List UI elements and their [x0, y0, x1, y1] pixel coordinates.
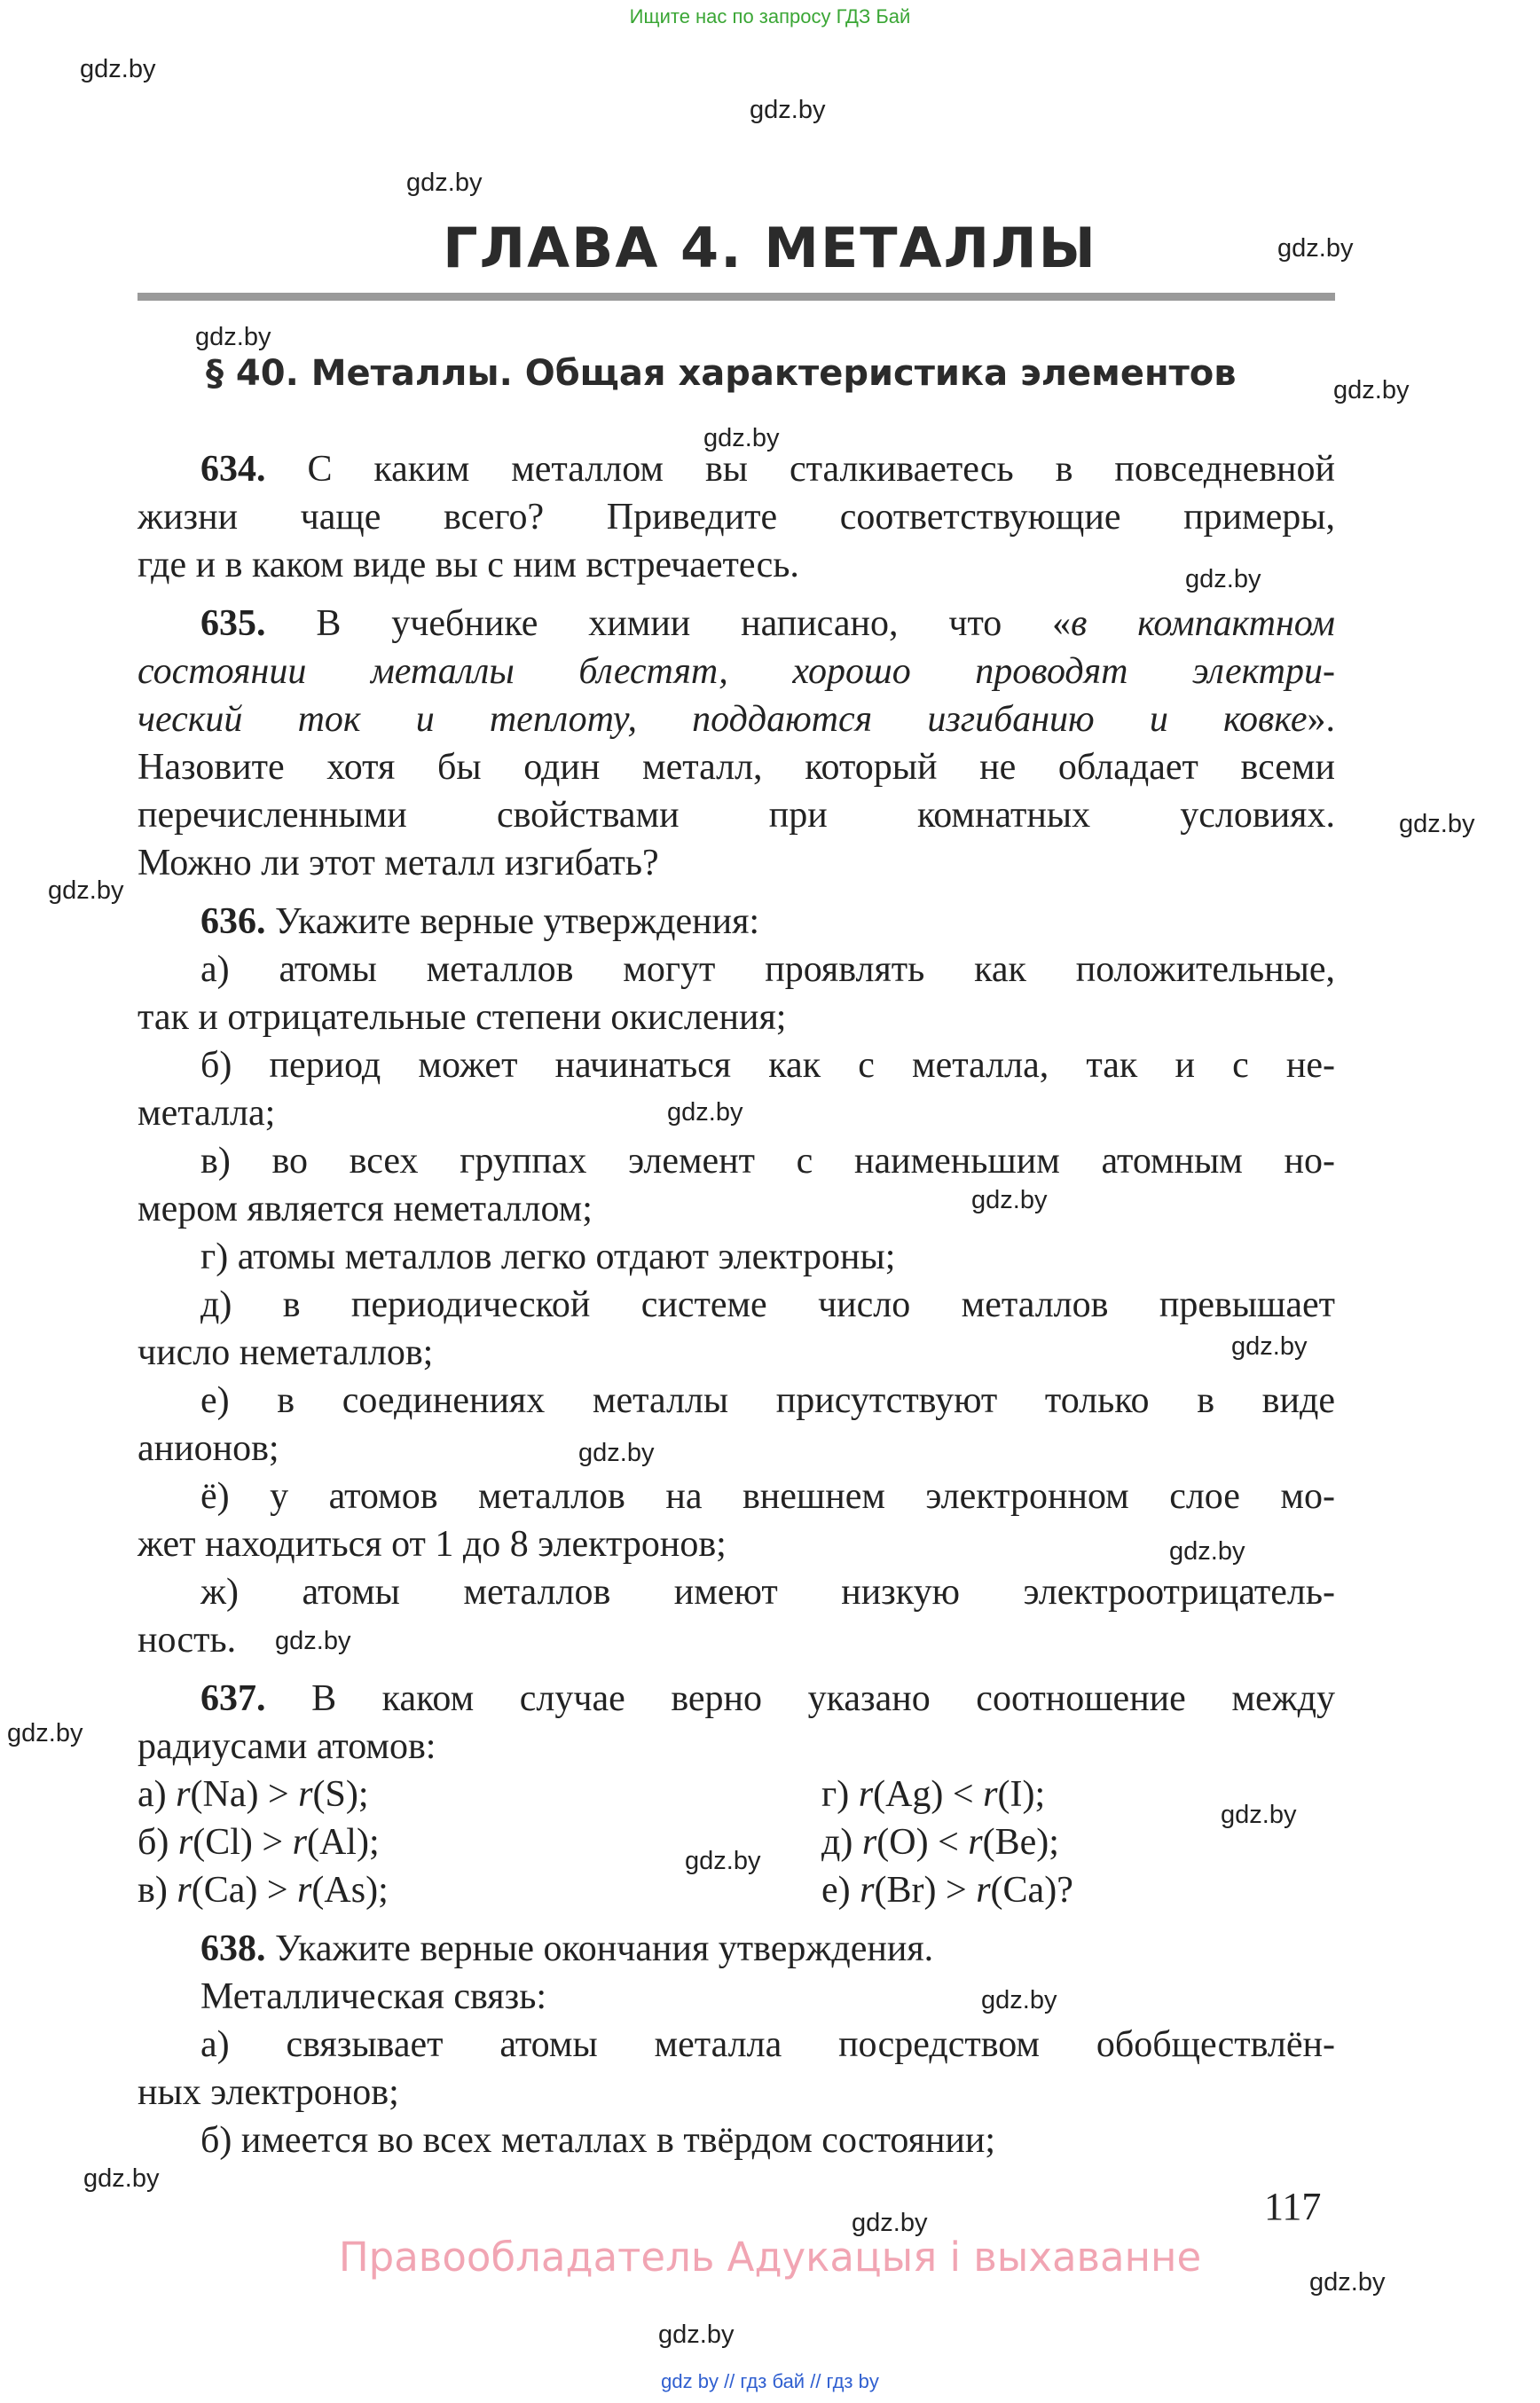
option-part: Na [202, 1774, 247, 1815]
watermark: gdz.by [667, 1098, 743, 1127]
option-part: Ca [1002, 1870, 1045, 1911]
option-part: r [849, 1774, 874, 1815]
option-part: ? [1057, 1870, 1073, 1911]
text-line [200, 2116, 1335, 2164]
option-part: > [946, 1870, 967, 1911]
watermark: gdz.by [852, 2209, 928, 2237]
line-text: г) атомы металлов легко отдают электроны; [200, 1237, 896, 1277]
option-part: r [169, 1822, 193, 1863]
watermark: gdz.by [703, 424, 780, 452]
line-text: радиусами атомов: [138, 1726, 436, 1767]
text-line [138, 1425, 1335, 1472]
option-part: r [167, 1870, 192, 1911]
option-part: ) [356, 1822, 369, 1863]
option-right-2 [821, 1866, 1073, 1914]
option-part: Cl [205, 1822, 240, 1863]
option-part: ; [378, 1870, 389, 1911]
option-part: д) [821, 1822, 853, 1863]
text-line [200, 1377, 1335, 1425]
chapter-title: ГЛАВА 4. МЕТАЛЛЫ [443, 216, 1097, 280]
text-line [200, 1973, 1335, 2021]
option-part: r [288, 1774, 313, 1815]
watermark: gdz.by [578, 1439, 655, 1467]
text-line [138, 1723, 1335, 1771]
line-text: Укажите верные окончания утверждения. [265, 1928, 934, 1969]
text-line [200, 445, 1335, 493]
watermark: gdz.by [406, 169, 483, 197]
text-line [200, 1281, 1335, 1329]
line-text: ё) у атомов металлов на внешнем электронном слое мо- [200, 1476, 1335, 1517]
text-line [200, 600, 1335, 648]
option-part: r [166, 1774, 191, 1815]
text-line [200, 1675, 1335, 1723]
exercise-number: 635. [200, 603, 266, 644]
text-line [138, 791, 1335, 839]
option-part: ) [1022, 1774, 1035, 1815]
line-text: ж) атомы металлов имеют низкую электроотрицатель- [200, 1572, 1335, 1613]
watermark: gdz.by [1169, 1537, 1245, 1566]
option-part: r [852, 1822, 877, 1863]
text-line [200, 898, 1335, 946]
option-part: ) [365, 1870, 379, 1911]
line-text: Металлическая связь: [200, 1976, 547, 2017]
line-text: В каком случае верно указано соотношение между [265, 1678, 1335, 1719]
quoted-text: состоянии металлы блестят, хорошо проводят электри- [138, 651, 1335, 692]
option-part: ( [990, 1870, 1003, 1911]
line-text: б) период может начинаться как с металла, так и с не- [200, 1045, 1335, 1086]
option-part: б) [138, 1822, 169, 1863]
watermark: gdz.by [685, 1847, 761, 1875]
line-text: ». [1307, 699, 1335, 740]
option-part: ( [190, 1774, 203, 1815]
watermark: gdz.by [195, 323, 271, 351]
option-part: r [850, 1870, 875, 1911]
exercise-number: 636. [200, 901, 266, 942]
option-part: ( [876, 1822, 890, 1863]
option-part: > [262, 1822, 284, 1863]
text-line [200, 2021, 1335, 2069]
text-line [138, 648, 1335, 695]
text-line [200, 1925, 1335, 1973]
line-text: В учебнике химии написано, что « [265, 603, 1072, 644]
option-part: г) [821, 1774, 850, 1815]
option-part: S [325, 1774, 346, 1815]
text-line [138, 743, 1335, 791]
option-part: Be [994, 1822, 1037, 1863]
option-part: ) [246, 1774, 268, 1815]
option-part: > [266, 1870, 288, 1911]
option-part: ( [311, 1870, 325, 1911]
line-text: в) во всех группах элемент с наименьшим атомным но- [200, 1141, 1335, 1182]
watermark: gdz.by [1185, 565, 1261, 593]
line-text: мером является неметаллом; [138, 1189, 593, 1229]
section-title: § 40. Металлы. Общая характеристика элементов [206, 353, 1237, 394]
option-right-0 [821, 1771, 1045, 1818]
option-part: ; [368, 1822, 380, 1863]
option-part: ) [915, 1822, 939, 1863]
line-text: С каким металлом вы сталкиваетесь в повседневной [265, 449, 1335, 490]
line-text: д) в периодической системе число металлов превышает [200, 1284, 1335, 1325]
option-part: ) [1036, 1822, 1049, 1863]
option-part: r [966, 1870, 991, 1911]
option-part: As [324, 1870, 366, 1911]
line-text: жет находиться от 1 до 8 электронов; [138, 1524, 727, 1565]
text-line [200, 1472, 1335, 1520]
text-line [138, 541, 1335, 589]
option-part: ( [982, 1822, 995, 1863]
option-part: > [267, 1774, 289, 1815]
option-part: Br [886, 1870, 924, 1911]
line-text: перечисленными свойствами при комнатных условиях. [138, 795, 1335, 836]
text-line [138, 1520, 1335, 1568]
line-text: б) имеется во всех металлах в твёрдом состоянии; [200, 2120, 996, 2161]
option-part: ( [306, 1822, 319, 1863]
option-part: ( [997, 1774, 1010, 1815]
watermark: gdz.by [1333, 376, 1410, 404]
text-line [200, 1041, 1335, 1089]
option-part: ) [245, 1870, 267, 1911]
watermark: gdz.by [1399, 810, 1475, 838]
text-line [138, 993, 1335, 1041]
line-text: число неметаллов; [138, 1332, 434, 1373]
line-text: Назовите хотя бы один металл, который не обладает всеми [138, 747, 1335, 788]
text-line [138, 1089, 1335, 1137]
line-text: а) атомы металлов могут проявлять как положительные, [200, 949, 1335, 990]
exercise-number: 638. [200, 1928, 266, 1969]
line-text: ных электронов; [138, 2072, 399, 2113]
text-line [138, 2069, 1335, 2116]
text-line [138, 493, 1335, 541]
text-line [200, 946, 1335, 993]
option-part: ( [192, 1822, 206, 1863]
watermark: gdz.by [80, 55, 156, 83]
watermark: gdz.by [971, 1186, 1048, 1214]
quoted-text: в компактном [1071, 603, 1335, 644]
watermark: gdz.by [275, 1627, 351, 1655]
exercise-number: 637. [200, 1678, 266, 1719]
option-part: Ca [203, 1870, 246, 1911]
copyright-notice: Правообладатель Адукацыя і выхаванне [338, 2234, 1202, 2281]
option-part: ( [312, 1774, 326, 1815]
option-part: ( [873, 1774, 886, 1815]
line-text: жизни чаще всего? Приведите соответствующие примеры, [138, 497, 1335, 538]
line-text: где и в каком виде вы с ним встречаетесь. [138, 545, 799, 585]
watermark: gdz.by [1277, 234, 1354, 263]
watermark: gdz.by [750, 96, 826, 124]
text-line [138, 1329, 1335, 1377]
line-text: анионов; [138, 1428, 279, 1469]
text-line [200, 1568, 1335, 1616]
option-part: r [958, 1822, 983, 1863]
option-part: е) [821, 1870, 851, 1911]
option-part: I [1010, 1774, 1023, 1815]
line-text: Укажите верные утверждения: [265, 901, 760, 942]
option-left-0 [138, 1771, 369, 1818]
watermark: gdz.by [1309, 2268, 1386, 2297]
quoted-text: ческий ток и теплоту, поддаются изгибанию и ковке [138, 699, 1308, 740]
option-left-1 [138, 1818, 380, 1866]
option-part: ( [191, 1870, 204, 1911]
option-part: Ag [885, 1774, 931, 1815]
watermark: gdz.by [1231, 1332, 1308, 1361]
watermark: gdz.by [7, 1719, 83, 1747]
option-part: ) [931, 1774, 953, 1815]
text-line [200, 1233, 1335, 1281]
option-part: < [952, 1774, 974, 1815]
chapter-divider [138, 293, 1335, 301]
watermark: gdz.by [1221, 1801, 1297, 1829]
option-part: ) [345, 1774, 358, 1815]
option-part: O [889, 1822, 916, 1863]
option-part: ; [1034, 1774, 1046, 1815]
option-part: ; [358, 1774, 369, 1815]
option-part: а) [138, 1774, 167, 1815]
text-line [138, 1185, 1335, 1233]
page-number: 117 [1264, 2185, 1322, 2228]
option-right-1 [821, 1818, 1059, 1866]
footer-links: gdz by // гдз бай // гдз by [661, 2370, 879, 2392]
option-part: ) [923, 1870, 946, 1911]
watermark: gdz.by [658, 2321, 735, 2349]
exercise-number: 634. [200, 449, 266, 490]
watermark: gdz.by [48, 876, 124, 905]
line-text: е) в соединениях металлы присутствуют только в виде [200, 1380, 1335, 1421]
text-line [138, 695, 1335, 743]
option-part: Al [318, 1822, 357, 1863]
option-part: ( [874, 1870, 887, 1911]
watermark: gdz.by [981, 1986, 1057, 2014]
option-part: ; [1049, 1822, 1059, 1863]
text-line [138, 839, 1335, 887]
option-left-2 [138, 1866, 389, 1914]
option-part: ) [1044, 1870, 1057, 1911]
top-search-banner: Ищите нас по запросу ГДЗ Бай [629, 5, 911, 27]
option-part: r [287, 1870, 312, 1911]
line-text: так и отрицательные степени окисления; [138, 997, 787, 1038]
watermark: gdz.by [83, 2164, 160, 2193]
line-text: ность. [138, 1620, 237, 1661]
option-part: r [283, 1822, 307, 1863]
line-text: Можно ли этот металл изгибать? [138, 843, 659, 883]
line-text: металла; [138, 1093, 276, 1134]
option-part: < [938, 1822, 959, 1863]
text-line [200, 1137, 1335, 1185]
line-text: а) связывает атомы металла посредством обобществлён- [200, 2024, 1335, 2065]
option-part: ) [240, 1822, 263, 1863]
option-part: в) [138, 1870, 168, 1911]
option-part: r [973, 1774, 998, 1815]
text-line [138, 1616, 1335, 1664]
